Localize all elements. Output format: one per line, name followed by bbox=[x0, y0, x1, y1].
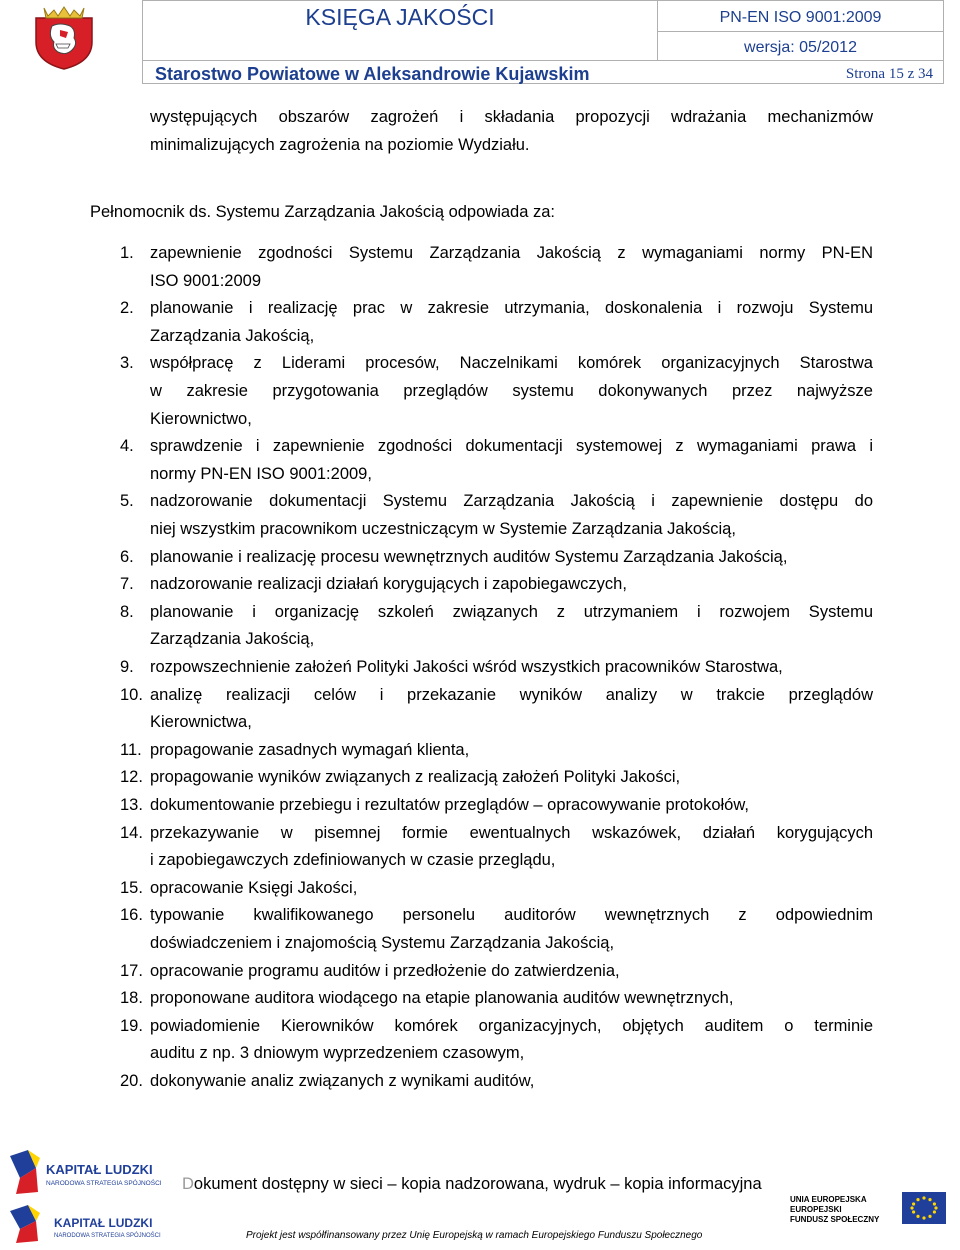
kapital-ludzki-logo-icon bbox=[6, 1205, 176, 1245]
list-item-text: i zapobiegawczych zdefiniowanych w czasie przeglądu, bbox=[150, 851, 556, 870]
list-item-text: nadzorowanie realizacji działań korygujących i zapobiegawczych, bbox=[150, 575, 627, 594]
kapital-ludzki-logo-icon bbox=[6, 1148, 176, 1198]
list-item-text: sprawdzenie i zapewnienie zgodności dokumentacji systemowej z wymaganiami prawa i bbox=[150, 437, 873, 456]
list-item-text: Kierownictwo, bbox=[150, 409, 252, 428]
document-status-note: Dokument dostępny w sieci – kopia nadzorowana, wydruk – kopia informacyjna bbox=[182, 1175, 762, 1193]
list-item-text: opracowanie programu auditów i przedłożenie do zatwierdzenia, bbox=[150, 961, 620, 980]
list-item-text: propagowanie wyników związanych z realizacją założeń Polityki Jakości, bbox=[150, 768, 681, 787]
list-item-text: w zakresie przygotowania przeglądów systemu dokonywanych przez najwyższe bbox=[150, 382, 873, 400]
list-item-text: planowanie i realizację prac w zakresie utrzymania, doskonalenia i rozwoju Systemu bbox=[150, 299, 873, 318]
list-item-number: 13. bbox=[120, 796, 143, 814]
list-item-number: 17. bbox=[120, 961, 143, 980]
document-header bbox=[142, 0, 944, 84]
cofinancing-note: Projekt jest współfinansowany przez Unię Europejską w ramach Europejskiego Funduszu Społecznego bbox=[246, 1230, 703, 1241]
kl-subtitle: NARODOWA STRATEGIA SPÓJNOŚCI bbox=[54, 1233, 161, 1239]
list-item-text: nadzorowanie dokumentacji Systemu Zarządzania Jakością i zapewnienie dostępu do bbox=[150, 492, 873, 511]
list-item-number: 19. bbox=[120, 1016, 143, 1035]
list-item-text: opracowanie Księgi Jakości, bbox=[150, 878, 358, 897]
list-item-text: ISO 9001:2009 bbox=[150, 271, 262, 290]
list-item-text: powiadomienie Kierowników komórek organizacyjnych, objętych auditem o terminie bbox=[150, 1016, 873, 1035]
list-item-text: rozpowszechnienie założeń Polityki Jakości wśród wszystkich pracowników Starostwa, bbox=[150, 658, 783, 676]
organization-name: Starostwo Powiatowe w Aleksandrowie Kujawskim bbox=[155, 64, 590, 84]
document-title: KSIĘGA JAKOŚCI bbox=[305, 4, 495, 30]
list-item-number: 3. bbox=[120, 354, 134, 373]
eu-line-2: EUROPEJSKI bbox=[790, 1205, 842, 1214]
list-item-number: 18. bbox=[120, 989, 143, 1008]
list-item-number: 20. bbox=[120, 1072, 143, 1090]
section-heading: Pełnomocnik ds. Systemu Zarządzania Jakością odpowiada za: bbox=[90, 203, 555, 221]
standard-label: PN-EN ISO 9001:2009 bbox=[719, 9, 882, 26]
list-item-text: Zarządzania Jakością, bbox=[150, 326, 315, 345]
list-item-text: propagowanie zasadnych wymagań klienta, bbox=[150, 740, 470, 759]
kl-title: KAPITAŁ LUDZKI bbox=[54, 1216, 153, 1230]
kl-subtitle: NARODOWA STRATEGIA SPÓJNOŚCI bbox=[46, 1180, 162, 1187]
eu-line-1: UNIA EUROPEJSKA bbox=[790, 1195, 867, 1204]
coat-of-arms-icon bbox=[30, 4, 98, 70]
list-item-text: dokumentowanie przebiegu i rezultatów przeglądów – opracowywanie protokołów, bbox=[150, 796, 749, 814]
list-item-number: 12. bbox=[120, 768, 143, 787]
list-item-text: typowanie kwalifikowanego personelu auditorów wewnętrznych z odpowiednim bbox=[150, 906, 873, 925]
list-item-text: Zarządzania Jakością, bbox=[150, 630, 315, 649]
list-item-number: 5. bbox=[120, 492, 134, 511]
list-item-text: zapewnienie zgodności Systemu Zarządzania Jakością z wymaganiami normy PN-EN bbox=[150, 244, 873, 262]
list-item-number: 11. bbox=[120, 740, 142, 759]
list-item-number: 15. bbox=[120, 878, 143, 897]
list-item-text: planowanie i organizację szkoleń związanych z utrzymaniem i rozwojem Systemu bbox=[150, 602, 873, 621]
version-label: wersja: 05/2012 bbox=[744, 39, 857, 56]
intro-line: występujących obszarów zagrożeń i składania propozycji wdrażania mechanizmów bbox=[150, 108, 873, 126]
list-item-text: przekazywanie w pisemnej formie ewentualnych wskazówek, działań korygujących bbox=[150, 823, 873, 842]
list-item-text: normy PN-EN ISO 9001:2009, bbox=[150, 464, 372, 483]
list-item-number: 4. bbox=[120, 437, 134, 456]
eu-logo-icon bbox=[790, 1190, 950, 1230]
page-number: Strona 15 z 34 bbox=[845, 66, 933, 82]
list-item-number: 1. bbox=[120, 244, 134, 262]
list-item-text: planowanie i realizację procesu wewnętrznych auditów Systemu Zarządzania Jakością, bbox=[150, 547, 788, 566]
list-item-text: dokonywanie analiz związanych z wynikami auditów, bbox=[150, 1072, 535, 1090]
kl-title: KAPITAŁ LUDZKI bbox=[46, 1162, 153, 1177]
list-item-text: współpracę z Liderami procesów, Naczelnikami komórek organizacyjnych Starostwa bbox=[150, 354, 873, 373]
list-item-number: 8. bbox=[120, 602, 134, 621]
list-item-number: 10. bbox=[120, 685, 143, 704]
list-item-text: analizę realizacji celów i przekazanie wyników analizy w trakcie przeglądów bbox=[150, 685, 873, 704]
list-item-text: niej wszystkim pracownikom uczestniczącym w Systemie Zarządzania Jakością, bbox=[150, 520, 736, 538]
list-item-number: 16. bbox=[120, 906, 143, 925]
eu-line-3: FUNDUSZ SPOŁECZNY bbox=[790, 1215, 880, 1224]
list-item-text: doświadczeniem i znajomością Systemu Zarządzania Jakością, bbox=[150, 934, 615, 952]
intro-line: minimalizujących zagrożenia na poziomie Wydziału. bbox=[150, 136, 530, 154]
list-item-text: auditu z np. 3 dniowym wyprzedzeniem czasowym, bbox=[150, 1044, 525, 1063]
list-item-number: 9. bbox=[120, 658, 134, 676]
list-item-number: 6. bbox=[120, 547, 134, 566]
list-item-text: proponowane auditora wiodącego na etapie planowania auditów wewnętrznych, bbox=[150, 989, 734, 1008]
list-item-number: 14. bbox=[120, 823, 143, 842]
list-item-number: 7. bbox=[120, 575, 134, 594]
list-item-number: 2. bbox=[120, 299, 134, 318]
list-item-text: Kierownictwa, bbox=[150, 713, 252, 732]
